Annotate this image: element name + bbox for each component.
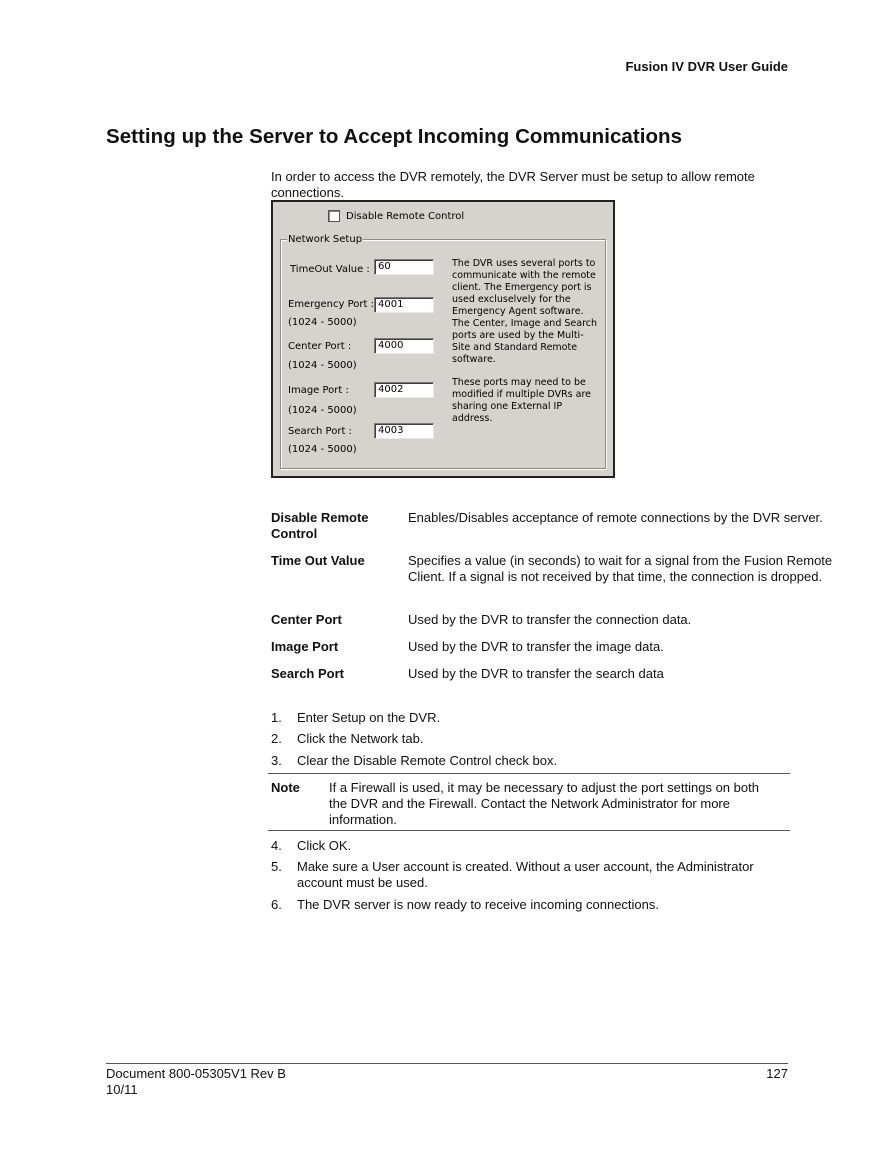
intro-paragraph: In order to access the DVR remotely, the DVR Server must be setup to allow remote connections. <box>271 169 755 200</box>
step-number: 5. <box>271 859 282 874</box>
network-setup-dialog-screenshot <box>271 200 615 478</box>
step-text: Enter Setup on the DVR. <box>297 710 441 725</box>
footer-date: 10/11 <box>106 1082 138 1097</box>
step-number: 6. <box>271 897 282 912</box>
image-port-label: Image Port : <box>288 385 349 396</box>
emergency-port-range: (1024 - 5000) <box>288 317 357 328</box>
ports-description-note: The DVR uses several ports to communicate with the remote client. The Emergency port is used excluselvely for the Emergency Agent software. The Center, Image and Search ports are used by the Multi-Site and Standard Remote software. <box>452 258 598 365</box>
footer-divider <box>106 1063 788 1064</box>
note-callout <box>268 773 790 831</box>
network-setup-group-label: Network Setup <box>288 234 363 245</box>
search-port-label: Search Port : <box>288 426 352 437</box>
center-port-range: (1024 - 5000) <box>288 360 357 371</box>
search-port-field[interactable]: 4003 <box>374 423 434 439</box>
footer-document-info <box>106 1066 286 1098</box>
image-port-field[interactable]: 4002 <box>374 382 434 398</box>
emergency-port-label: Emergency Port : <box>288 299 374 310</box>
step-text: Clear the Disable Remote Control check box. <box>297 753 558 768</box>
definition-term: Center Port <box>271 612 342 627</box>
disable-remote-control-label: Disable Remote Control <box>346 210 465 222</box>
center-port-field[interactable]: 4000 <box>374 338 434 354</box>
footer-document-id: Document 800-05305V1 Rev B <box>106 1066 286 1081</box>
timeout-value-label: TimeOut Value : <box>290 264 370 275</box>
page-title: Setting up the Server to Accept Incoming Communications <box>106 125 683 148</box>
note-label: Note <box>271 780 300 795</box>
step-text: Click the Network tab. <box>297 731 424 746</box>
definition-term: Image Port <box>271 639 339 654</box>
definition-description: Enables/Disables acceptance of remote connections by the DVR server. <box>408 510 823 525</box>
step-number: 1. <box>271 710 282 725</box>
image-port-range: (1024 - 5000) <box>288 405 357 416</box>
step-number: 2. <box>271 731 282 746</box>
note-text: If a Firewall is used, it may be necessary to adjust the port settings on both the DVR and the Firewall. Contact the Network Administrator for more information. <box>329 780 759 827</box>
definition-description: Used by the DVR to transfer the image data. <box>408 639 664 654</box>
definition-term: Time Out Value <box>271 553 365 568</box>
emergency-port-field[interactable]: 4001 <box>374 297 434 313</box>
step-number: 4. <box>271 838 282 853</box>
page-number: 127 <box>766 1066 788 1081</box>
disable-remote-control-checkbox[interactable] <box>328 210 340 222</box>
step-text: Click OK. <box>297 838 352 853</box>
timeout-value-field[interactable]: 60 <box>374 259 434 275</box>
running-header: Fusion IV DVR User Guide <box>625 59 788 74</box>
disable-remote-control-row[interactable] <box>328 210 464 222</box>
definition-term: Search Port <box>271 666 344 681</box>
definition-term: Disable Remote Control <box>271 510 369 541</box>
search-port-range: (1024 - 5000) <box>288 444 357 455</box>
definition-description: Specifies a value (in seconds) to wait for a signal from the Fusion Remote Client. If a signal is not received by that time, the connection is dropped. <box>408 553 833 584</box>
step-text: Make sure a User account is created. Without a user account, the Administrator account must be used. <box>297 859 754 890</box>
step-text: The DVR server is now ready to receive incoming connections. <box>297 897 659 912</box>
center-port-label: Center Port : <box>288 341 352 352</box>
step-number: 3. <box>271 753 282 768</box>
definition-description: Used by the DVR to transfer the connection data. <box>408 612 692 627</box>
ports-modify-note: These ports may need to be modified if multiple DVRs are sharing one External IP address. <box>452 377 592 424</box>
definition-description: Used by the DVR to transfer the search data <box>408 666 664 681</box>
